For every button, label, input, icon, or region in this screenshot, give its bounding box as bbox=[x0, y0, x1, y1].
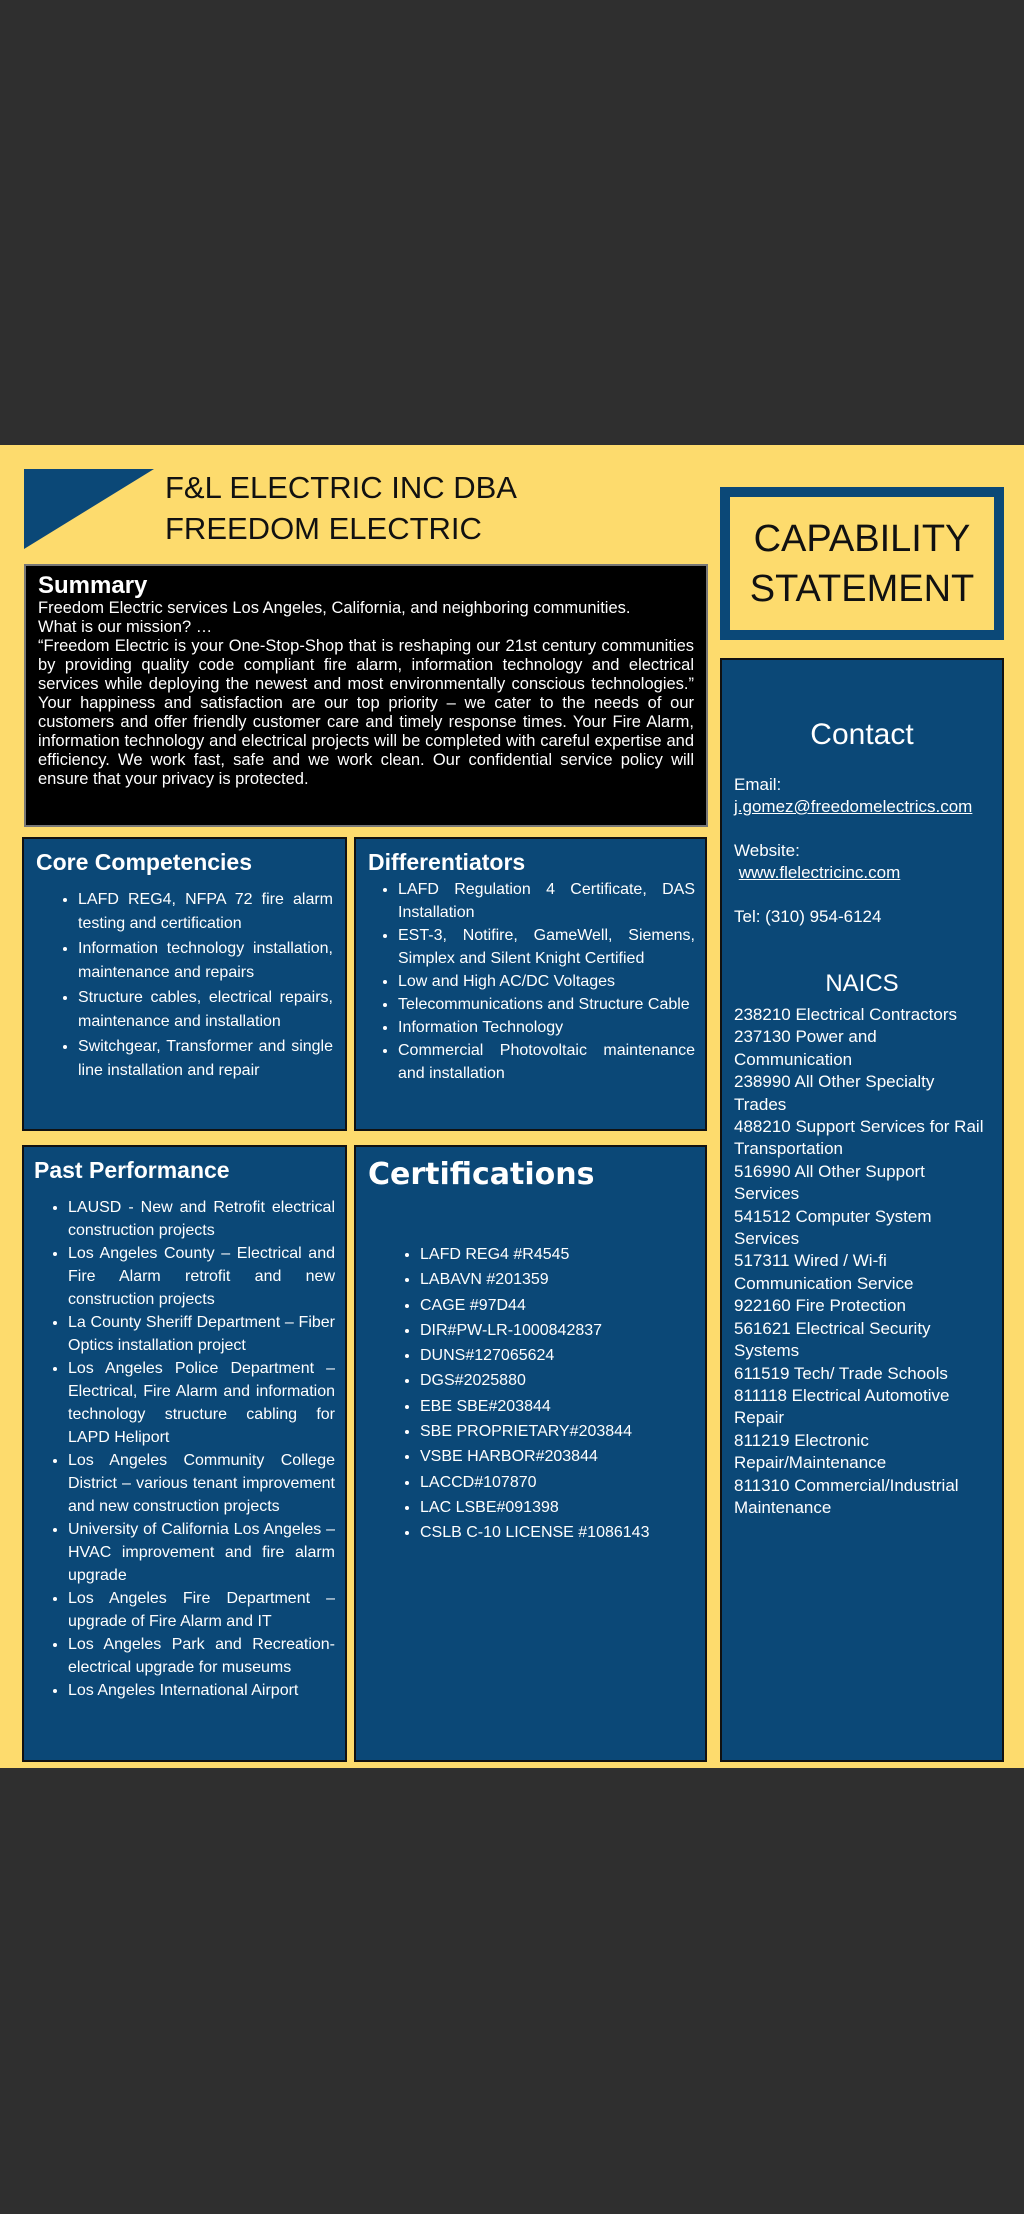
past-performance-title: Past Performance bbox=[34, 1157, 230, 1183]
list-item: • Structure cables, electrical repairs, maintenance and installation bbox=[78, 986, 333, 1034]
list-item: • DIR#PW-LR-1000842837 bbox=[420, 1318, 693, 1343]
summary-mission-question: What is our mission? … bbox=[38, 618, 213, 636]
summary-intro: Freedom Electric services Los Angeles, California, and neighboring communities. bbox=[38, 599, 631, 617]
summary-section bbox=[24, 564, 708, 827]
core-competencies-title: Core Competencies bbox=[36, 849, 253, 875]
list-item: • Los Angeles Park and Recreation-electrical upgrade for museums bbox=[68, 1633, 335, 1679]
capability-title-line1: CAPABILITY bbox=[753, 517, 971, 560]
company-name-line2: FREEDOM ELECTRIC bbox=[165, 511, 482, 546]
list-item: • Commercial Photovoltaic maintenance and installation bbox=[398, 1039, 695, 1085]
list-item: 488210 Support Services for Rail Transportation bbox=[734, 1117, 984, 1159]
naics-title: NAICS bbox=[825, 970, 899, 997]
list-item: • Los Angeles County – Electrical and Fire Alarm retrofit and new construction projects bbox=[68, 1242, 335, 1311]
capability-statement-title bbox=[720, 487, 1004, 640]
list-item: • Information technology installation, maintenance and repairs bbox=[78, 937, 333, 985]
list-item: • LAFD REG4, NFPA 72 fire alarm testing and certification bbox=[78, 888, 333, 936]
list-item: • Los Angeles Fire Department – upgrade of Fire Alarm and IT bbox=[68, 1587, 335, 1633]
logo-triangle-icon bbox=[24, 469, 154, 549]
list-item: 541512 Computer System Services bbox=[734, 1206, 932, 1249]
contact-section bbox=[720, 658, 1004, 1762]
list-item: • CAGE #97D44 bbox=[420, 1293, 693, 1318]
core-competencies-section bbox=[22, 837, 347, 1131]
list-item: 238210 Electrical Contractors bbox=[734, 1005, 958, 1024]
website-label: Website: bbox=[734, 841, 800, 860]
list-item: • LACCD#107870 bbox=[420, 1470, 693, 1495]
list-item: • Switchgear, Transformer and single line installation and repair bbox=[78, 1035, 333, 1083]
list-item: • LAC LSBE#091398 bbox=[420, 1495, 693, 1520]
list-item: 516990 All Other Support Services bbox=[734, 1161, 925, 1204]
list-item: 561621 Electrical Security Systems bbox=[734, 1318, 931, 1361]
list-item: • Los Angeles Community College District – various tenant improvement and new construction projects bbox=[68, 1449, 335, 1518]
differentiators-list bbox=[368, 878, 695, 1085]
summary-mission-text: “Freedom Electric is your One-Stop-Shop that is reshaping our 21st century communities by providing quality code compliant fire alarm, information technology and electrical services while deploying the newest and most environmentally conscious technologies.” Your happiness and satisfaction are our top priority – we cater to the needs of our customers and offer friendly customer care and timely response times. Your Fire Alarm, information technology and electrical projects will be completed with careful expertise and efficiency. We work fast, safe and we work clean. Our confidential service policy will ensure that your privacy is protected. bbox=[38, 637, 694, 788]
list-item: • EST-3, Notifire, GameWell, Siemens, Simplex and Silent Knight Certified bbox=[398, 924, 695, 970]
company-name-line1: F&L ELECTRIC INC DBA bbox=[165, 470, 517, 505]
list-item: • LAUSD - New and Retrofit electrical construction projects bbox=[68, 1196, 335, 1242]
list-item: • Los Angeles International Airport bbox=[68, 1679, 335, 1702]
list-item: • SBE PROPRIETARY#203844 bbox=[420, 1419, 693, 1444]
list-item: • Los Angeles Police Department – Electrical, Fire Alarm and information technology structure cabling for LAPD Heliport bbox=[68, 1357, 335, 1449]
website-link[interactable]: www.flelectricinc.com bbox=[738, 863, 901, 882]
list-item: 922160 Fire Protection bbox=[734, 1296, 906, 1316]
phone-number: Tel: (310) 954-6124 bbox=[734, 907, 882, 926]
list-item: • LAFD REG4 #R4545 bbox=[420, 1242, 693, 1267]
summary-title: Summary bbox=[38, 572, 148, 599]
past-performance-list bbox=[34, 1196, 335, 1702]
list-item: 611519 Tech/ Trade Schools bbox=[734, 1363, 948, 1383]
differentiators-title: Differentiators bbox=[368, 849, 526, 875]
differentiators-section bbox=[354, 837, 707, 1131]
list-item: 238990 All Other Specialty Trades bbox=[734, 1072, 935, 1114]
email-label: Email: bbox=[734, 775, 782, 794]
certifications-list bbox=[368, 1242, 693, 1546]
list-item: 811118 Electrical Automotive Repair bbox=[734, 1385, 950, 1428]
list-item: • EBE SBE#203844 bbox=[420, 1394, 693, 1419]
list-item: • La County Sheriff Department – Fiber Optics installation project bbox=[68, 1311, 335, 1357]
list-item: • Low and High AC/DC Voltages bbox=[398, 970, 695, 993]
list-item: • Information Technology bbox=[398, 1016, 695, 1039]
certifications-section bbox=[354, 1145, 707, 1762]
list-item: • CSLB C-10 LICENSE #1086143 bbox=[420, 1520, 693, 1545]
list-item: • University of California Los Angeles – HVAC improvement and fire alarm upgrade bbox=[68, 1518, 335, 1587]
naics-list bbox=[734, 1004, 990, 1519]
list-item: • Telecommunications and Structure Cable bbox=[398, 993, 695, 1016]
contact-title: Contact bbox=[810, 718, 914, 751]
list-item: • DUNS#127065624 bbox=[420, 1343, 693, 1368]
past-performance-section bbox=[22, 1145, 347, 1762]
list-item: 237130 Power and Communication bbox=[734, 1027, 877, 1069]
core-competencies-list bbox=[36, 888, 333, 1083]
list-item: 811219 Electronic Repair/Maintenance bbox=[734, 1430, 887, 1473]
email-link[interactable]: j.gomez@freedomelectrics.com bbox=[734, 797, 973, 816]
list-item: • LABAVN #201359 bbox=[420, 1267, 693, 1292]
company-name bbox=[165, 467, 517, 549]
certifications-title: Certifications bbox=[368, 1157, 595, 1192]
list-item: • DGS#2025880 bbox=[420, 1368, 693, 1393]
list-item: 517311 Wired / Wi-fi Communication Service bbox=[734, 1251, 914, 1293]
capability-statement-page bbox=[0, 445, 1024, 1768]
capability-title-line2: STATEMENT bbox=[749, 567, 975, 610]
list-item: • VSBE HARBOR#203844 bbox=[420, 1444, 693, 1469]
list-item: • LAFD Regulation 4 Certificate, DAS Installation bbox=[398, 878, 695, 924]
list-item: 811310 Commercial/Industrial Maintenance bbox=[734, 1475, 959, 1517]
